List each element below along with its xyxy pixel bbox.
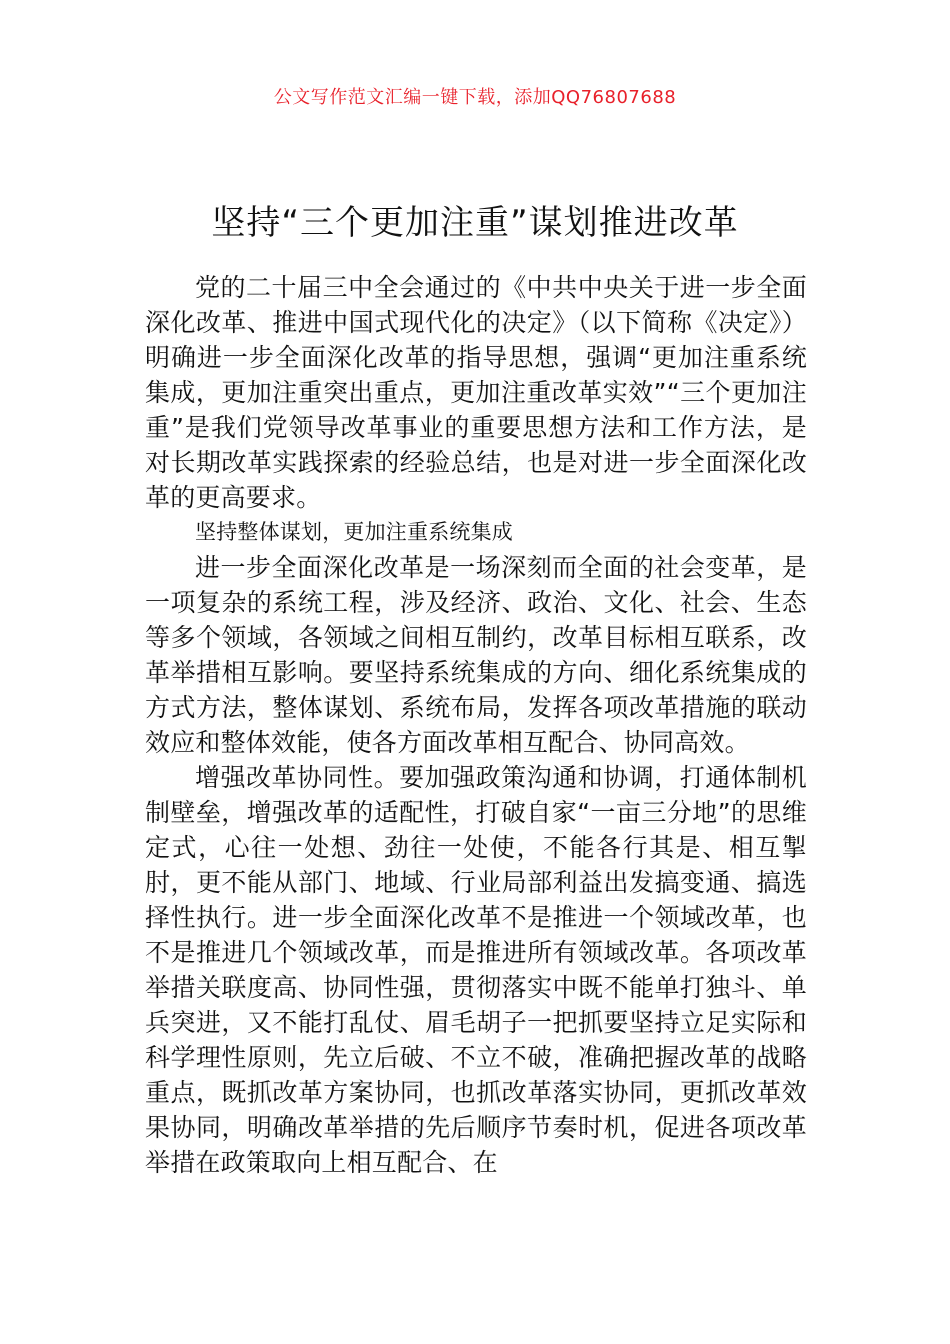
paragraph-system-integration: 进一步全面深化改革是一场深刻而全面的社会变革，是一项复杂的系统工程，涉及经济、政治、文化、社会、生态等多个领域，各领域之间相互制约，改革目标相互联系，改革举措相互影响。要坚持系统集成的方向、细化系统集成的方式方法，整体谋划、系统布局，发挥各项改革措施的联动效应和整体效能，使各方面改革相互配合、协同高效。 <box>145 553 807 757</box>
paragraph-coordination: 增强改革协同性。要加强政策沟通和协调，打通体制机制壁垒，增强改革的适配性，打破自家“一亩三分地”的思维定式，心往一处想、劲往一处使，不能各行其是、相互掣肘，更不能从部门、地域、行业局部利益出发搞变通、搞选择性执行。进一步全面深化改革不是推进一个领域改革，也不是推进几个领域改革，而是推进所有领域改革。各项改革举措关联度高、协同性强，贯彻落实中既不能单打独斗、单兵突进，又不能打乱仗、眉毛胡子一把抓要坚持立足实际和科学理性原则，先立后破、不立不破，准确把握改革的战略重点，既抓改革方案协同，也抓改革落实协同，更抓改革效果协同，明确改革举措的先后顺序节奏时机，促进各项改革举措在政策取向上相互配合、在 <box>145 763 807 1177</box>
article-title: 坚持“三个更加注重”谋划推进改革 <box>211 202 739 243</box>
section-heading: 坚持整体谋划，更加注重系统集成 <box>195 520 513 544</box>
download-banner: 公文写作范文汇编一键下载，添加QQ76807688 <box>273 87 677 108</box>
paragraph-intro: 党的二十届三中全会通过的《中共中央关于进一步全面深化改革、推进中国式现代化的决定》（以下简称《决定》）明确进一步全面深化改革的指导思想，强调“更加注重系统集成，更加注重突出重点，更加注重改革实效”“三个更加注重”是我们党领导改革事业的重要思想方法和工作方法，是对长期改革实践探索的经验总结，也是对进一步全面深化改革的更高要求。 <box>145 273 807 512</box>
article-body <box>145 270 807 1180</box>
